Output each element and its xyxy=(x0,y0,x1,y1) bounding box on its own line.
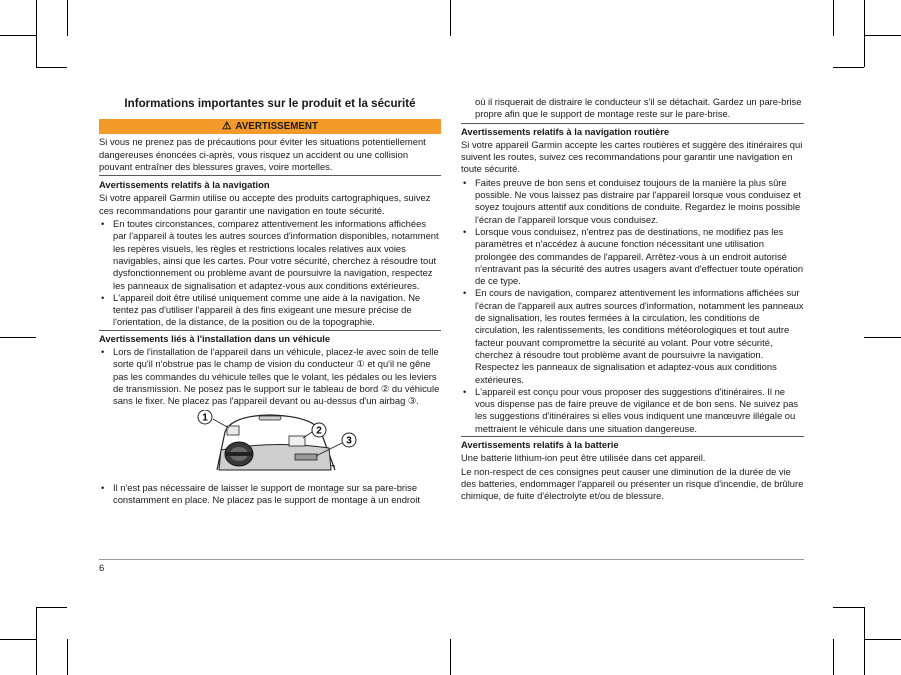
crop-mark xyxy=(0,337,36,338)
footer-rule xyxy=(99,559,804,560)
nav-warnings-heading: Avertissements relatifs à la navigation xyxy=(99,179,270,191)
warning-text: Si vous ne prenez pas de précautions pour éviter les situations potentiellement dangereuses énoncées ci-après, vous risquez un accident ou une collision pouvant entraîner des blessures graves, voire mortelles. xyxy=(99,136,441,176)
callout-label: 1 xyxy=(202,412,208,424)
list-item: • En toutes circonstances, comparez attentivement les informations affichées par l'appareil à toutes les autres sources d'information disponibles, notamment les repères visuels, les règles et restrictions locales relatives aux voies navigables, ainsi que les cartes. Pour votre sécurité, cherchez à résoudre tout dysfonctionnement ou problème avant de poursuivre la navigation, respectez les panneaux de signalisation et adaptez-vous aux conditions extérieures. xyxy=(101,218,439,291)
page-title: Informations importantes sur le produit et la sécurité xyxy=(124,97,416,110)
nav-warnings-list xyxy=(99,218,441,331)
road-nav-heading: Avertissements relatifs à la navigation routière xyxy=(461,125,670,137)
right-column xyxy=(461,96,804,504)
list-item: • Faites preuve de bon sens et conduisez toujours de la manière la plus sûre possible. Ne vous laissez pas distraire par l'appareil lorsque vous conduisez et soyez toujours attentif aux conditions de conduite. Regardez le moins possible l'écran de l'appareil lorsque vous conduisez. xyxy=(463,176,801,225)
road-nav-intro: Si votre appareil Garmin accepte les cartes routières et suggère des itinéraires qui suivent les routes, suivez ces recommandations pour garantir une navigation en toute sécurité. xyxy=(461,138,803,175)
crop-mark xyxy=(833,67,864,68)
crop-mark xyxy=(36,607,67,608)
crop-mark xyxy=(36,0,37,67)
list-item: • En cours de navigation, comparez attentivement les informations affichées sur l'écran de l'appareil aux autres sources d'information, notamment les panneaux de signalisation, les routes fermées à la circulation, les conditions de circulation, les ralentissements, les conditions météorologiques et tout autre facteur pouvant compromettre la sécurité au volant. Pour votre sécurité, cherchez à résoudre tout problème avant de poursuivre la navigation. Respectez les panneaux de signalisation et adaptez-vous aux conditions extérieures. xyxy=(463,287,804,385)
crop-mark xyxy=(864,607,865,675)
crop-mark xyxy=(833,639,834,675)
list-item: • Lorsque vous conduisez, n'entrez pas de destinations, ne modifiez pas les paramètres et n'accédez à aucune fonction nécessitant une utilisation prolongée des commandes de l'appareil. Arrêtez-vous à un endroit autorisé n'entravant pas la sécurité des autres usagers avant d'effectuer toute opération de ce type. xyxy=(463,225,804,287)
battery-line-1: Une batterie lithium-ion peut être utilisée dans cet appareil. xyxy=(461,452,706,464)
callout-label: 2 xyxy=(316,425,322,437)
left-column xyxy=(99,96,441,506)
warning-banner xyxy=(99,119,441,134)
warning-triangle-icon: ⚠ xyxy=(222,120,232,133)
crop-mark xyxy=(0,35,36,36)
nav-warnings-intro: Si votre appareil Garmin utilise ou accepte des produits cartographiques, suivez ces recommandations pour garantir une navigation en toute sécurité. xyxy=(99,192,431,216)
vehicle-install-heading: Avertissements liés à l'installation dans un véhicule xyxy=(99,332,331,344)
crop-mark xyxy=(833,0,834,36)
crop-mark xyxy=(450,0,451,36)
page-number: 6 xyxy=(99,563,105,574)
crop-mark xyxy=(864,337,901,338)
crop-mark xyxy=(36,67,67,68)
list-item: • L'appareil est conçu pour vous proposer des suggestions d'itinéraires. Il ne vous dispense pas de faire preuve de vigilance et de bon sens. Ne suivez pas les suggestions d'itinéraires si elles vous indiquent une manœuvre illégale ou mettraient le véhicule dans une situation dangereuse. xyxy=(463,385,799,434)
battery-heading: Avertissements relatifs à la batterie xyxy=(461,439,619,451)
callout-label: 3 xyxy=(346,435,352,447)
crop-mark xyxy=(0,639,36,640)
continued-text: où il risquerait de distraire le conducteur s'il se détachait. Gardez un pare-brise propre afin que le support de montage reste sur le pare-brise. xyxy=(461,96,804,124)
crop-mark xyxy=(864,0,865,67)
crop-mark xyxy=(864,639,901,640)
crop-mark xyxy=(450,639,451,675)
crop-mark xyxy=(864,35,901,36)
road-nav-list xyxy=(461,177,804,437)
dashboard-figure xyxy=(99,410,441,474)
battery-line-2: Le non-respect de ces consignes peut causer une diminution de la durée de vie des batteries, endommager l'appareil ou présenter un risque d'incendie, de brûlure chimique, de fuite d'électrolyte et/ou de blessure. xyxy=(461,465,804,502)
crop-mark xyxy=(67,0,68,36)
dashboard-illustration xyxy=(99,410,441,474)
crop-mark xyxy=(67,639,68,675)
warning-label: AVERTISSEMENT xyxy=(235,121,318,133)
vehicle-install-list-continued xyxy=(99,482,441,507)
list-item: • Lors de l'installation de l'appareil dans un véhicule, placez-le avec soin de telle sorte qu'il n'obstrue pas le champ de vision du conducteur ① et qu'il ne gêne pas les commandes du véhicule telles que le volant, les pédales ou les leviers de transmission. Ne posez pas le support sur le tableau de bord ② du véhicule sans le fixer. Ne placez pas l'appareil devant ou au-dessus d'un airbag ③. xyxy=(101,346,440,407)
crop-mark xyxy=(36,607,37,675)
list-item: • L'appareil doit être utilisé uniquement comme une aide à la navigation. Ne tentez pas d'utiliser l'appareil à des fins exigeant une mesure précise de l'orientation, de la distance, de la position ou de la topographie. xyxy=(101,291,421,328)
vehicle-install-list xyxy=(99,346,441,407)
crop-mark xyxy=(833,607,864,608)
list-item: • Il n'est pas nécessaire de laisser le support de montage sur sa pare-brise constamment en place. Ne placez pas le support de montage à un endroit xyxy=(101,481,420,505)
